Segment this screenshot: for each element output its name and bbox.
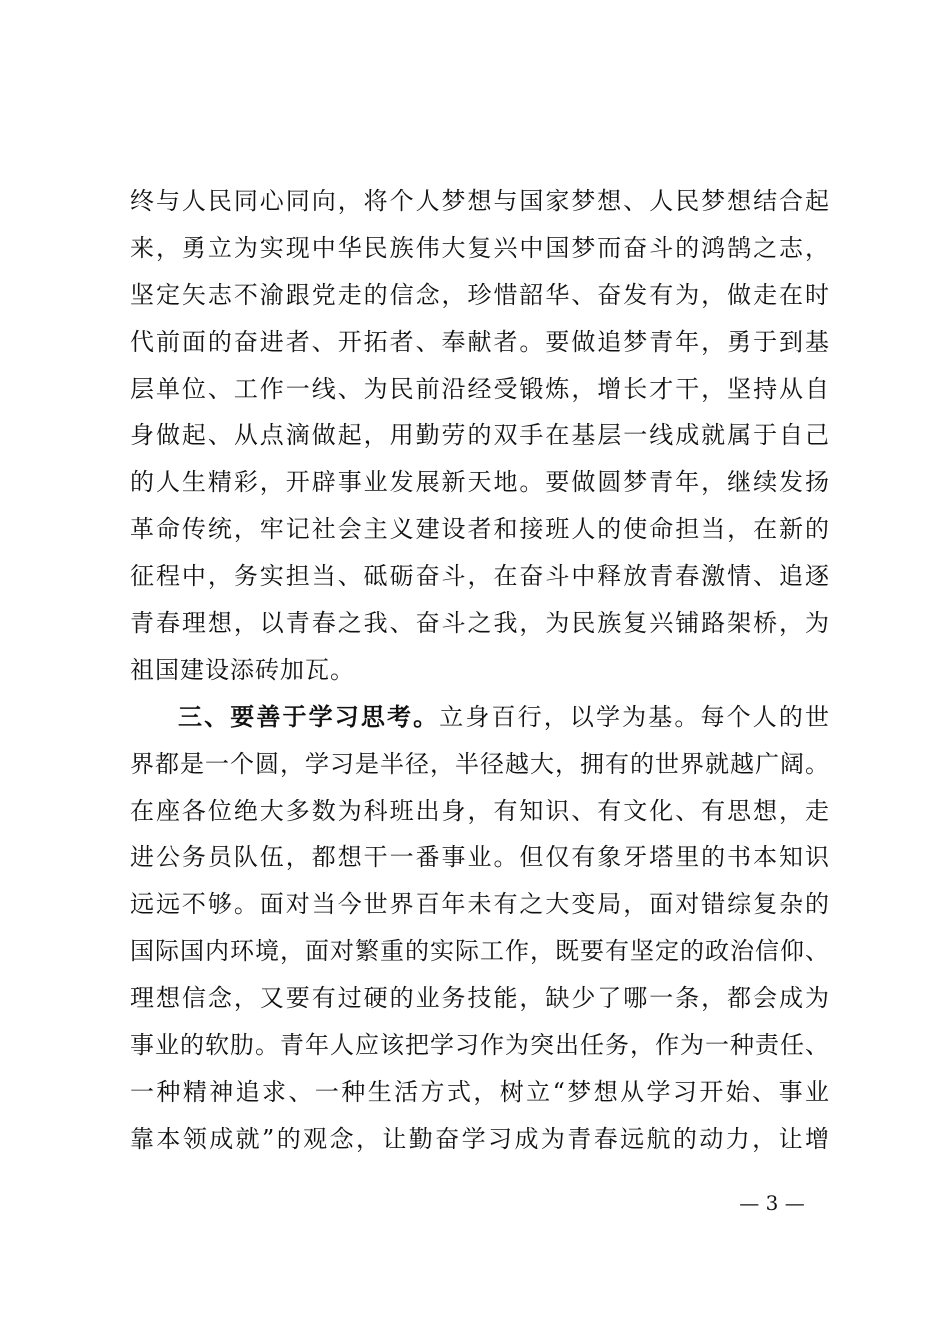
paragraph-line: 祖国建设添砖加瓦。 [130, 655, 355, 684]
paragraph-line: 一种精神追求、一种生活方式，树立“梦想从学习开始、事业 [130, 1077, 830, 1106]
body-text [130, 178, 830, 1163]
paragraph-line: 在座各位绝大多数为科班出身，有知识、有文化、有思想，走 [130, 796, 830, 825]
paragraph-line: 征程中，务实担当、砥砺奋斗，在奋斗中释放青春激情、追逐 [130, 562, 830, 591]
paragraph-line: 终与人民同心同向，将个人梦想与国家梦想、人民梦想结合起 [130, 187, 830, 215]
paragraph-line: 革命传统，牢记社会主义建设者和接班人的使命担当，在新的 [130, 515, 830, 544]
paragraph-line: 青春理想，以青春之我、奋斗之我，为民族复兴铺路架桥，为 [130, 609, 830, 638]
paragraph-line: 界都是一个圆，学习是半径，半径越大，拥有的世界就越广阔。 [130, 749, 830, 778]
section-three-heading: 三、要善于学习思考。 [178, 702, 440, 731]
paragraph-line: 层单位、工作一线、为民前沿经受锻炼，增长才干，坚持从自 [130, 374, 830, 403]
paragraph-line: 身做起、从点滴做起，用勤劳的双手在基层一线成就属于自己 [130, 421, 830, 450]
paragraph-line: 进公务员队伍，都想干一番事业。但仅有象牙塔里的书本知识 [130, 843, 830, 872]
paragraph-line: 远远不够。面对当今世界百年未有之大变局，面对错综复杂的 [130, 890, 830, 919]
paragraph-line: 代前面的奋进者、开拓者、奉献者。要做追梦青年，勇于到基 [130, 327, 830, 356]
paragraph-line: 事业的软肋。青年人应该把学习作为突出任务，作为一种责任、 [130, 1031, 830, 1060]
page-number: — 3 — [739, 1191, 805, 1215]
section-three-first-line [130, 694, 830, 741]
paragraph-line: 来，勇立为实现中华民族伟大复兴中国梦而奋斗的鸿鹄之志， [130, 233, 830, 262]
section-three-first-line-text: 立身百行，以学为基。每个人的世 [439, 702, 830, 731]
paragraph-line: 理想信念，又要有过硬的业务技能，缺少了哪一条，都会成为 [130, 984, 830, 1013]
paragraph-line: 靠本领成就”的观念，让勤奋学习成为青春远航的动力，让增 [130, 1124, 830, 1153]
paragraph-line: 国际国内环境，面对繁重的实际工作，既要有坚定的政治信仰、 [130, 937, 830, 966]
paragraph-line: 坚定矢志不渝跟党走的信念，珍惜韶华、奋发有为，做走在时 [130, 280, 830, 309]
paragraph-line: 的人生精彩，开辟事业发展新天地。要做圆梦青年，继续发扬 [130, 468, 830, 497]
